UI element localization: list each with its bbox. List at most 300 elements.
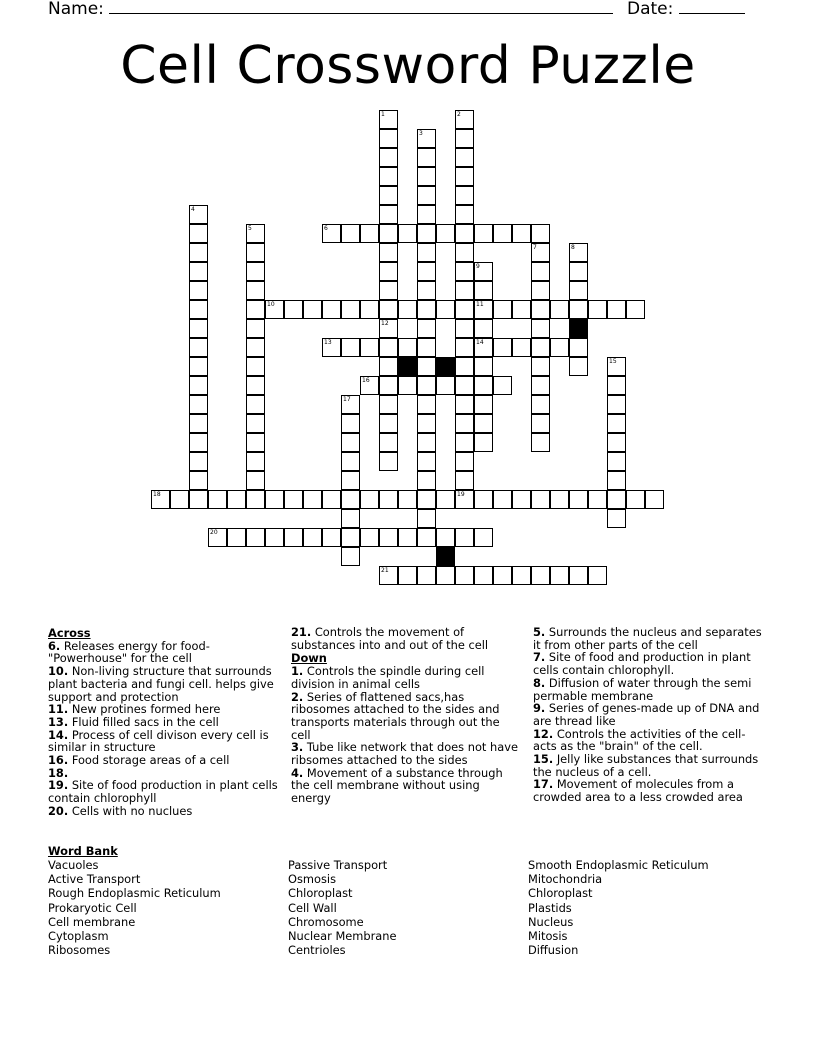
grid-cell[interactable]	[246, 338, 265, 357]
grid-cell[interactable]	[455, 395, 474, 414]
down-heading: Down	[291, 651, 327, 666]
grid-cell[interactable]	[170, 490, 189, 509]
word-bank-item: Prokaryotic Cell	[48, 900, 137, 915]
grid-cell[interactable]	[341, 338, 360, 357]
grid-cell[interactable]	[569, 490, 588, 509]
clue-number: 1.	[291, 664, 304, 679]
clue	[533, 728, 763, 753]
grid-cell[interactable]	[417, 528, 436, 547]
grid-cell[interactable]	[455, 281, 474, 300]
grid-cell[interactable]	[379, 376, 398, 395]
word-bank-item: Chromosome	[288, 914, 364, 929]
grid-cell[interactable]	[531, 262, 550, 281]
clue-number: 12.	[533, 726, 554, 741]
clue-number: 11.	[48, 702, 69, 717]
clue-number: 12	[381, 320, 389, 327]
grid-cell[interactable]	[531, 338, 550, 357]
grid-cell[interactable]	[246, 281, 265, 300]
grid-cell[interactable]	[550, 338, 569, 357]
grid-cell[interactable]	[474, 376, 493, 395]
clue-number: 13	[324, 339, 332, 346]
grid-cell[interactable]	[189, 471, 208, 490]
grid-cell[interactable]	[531, 319, 550, 338]
grid-cell[interactable]	[189, 319, 208, 338]
grid-cell[interactable]	[189, 452, 208, 471]
clue-text: New protines formed here	[71, 702, 221, 717]
grid-cell[interactable]	[398, 300, 417, 319]
grid-cell[interactable]	[246, 243, 265, 262]
grid-cell[interactable]	[455, 566, 474, 585]
grid-cell[interactable]	[341, 509, 360, 528]
grid-cell[interactable]	[455, 471, 474, 490]
grid-cell[interactable]	[474, 262, 493, 281]
grid-cell[interactable]	[379, 414, 398, 433]
grid-cell[interactable]	[569, 338, 588, 357]
grid-cell[interactable]	[607, 471, 626, 490]
grid-cell[interactable]	[417, 186, 436, 205]
grid-cell[interactable]	[417, 490, 436, 509]
word-bank-column-2	[288, 858, 397, 957]
clue-number: 14	[476, 339, 484, 346]
word-bank-item: Osmosis	[288, 872, 336, 887]
grid-cell[interactable]	[417, 566, 436, 585]
grid-cell[interactable]	[379, 224, 398, 243]
grid-cell[interactable]	[379, 338, 398, 357]
clue-number: 14.	[48, 727, 69, 742]
grid-cell[interactable]	[398, 566, 417, 585]
word-bank-item: Cytoplasm	[48, 929, 109, 944]
grid-cell[interactable]	[360, 528, 379, 547]
grid-cell[interactable]	[398, 376, 417, 395]
grid-cell[interactable]	[531, 395, 550, 414]
grid-cell[interactable]	[531, 224, 550, 243]
clue-number: 16.	[48, 753, 69, 768]
grid-cell[interactable]	[493, 224, 512, 243]
grid-cell[interactable]	[417, 224, 436, 243]
grid-cell[interactable]	[531, 243, 550, 262]
grid-cell[interactable]	[322, 490, 341, 509]
grid-cell[interactable]	[512, 566, 531, 585]
grid-cell[interactable]	[436, 566, 455, 585]
grid-cell[interactable]	[569, 243, 588, 262]
grid-cell[interactable]	[284, 490, 303, 509]
grid-cell[interactable]	[303, 490, 322, 509]
grid-cell[interactable]	[284, 528, 303, 547]
grid-cell[interactable]	[398, 224, 417, 243]
grid-cell[interactable]	[417, 243, 436, 262]
grid-cell[interactable]	[379, 395, 398, 414]
grid-cell[interactable]	[379, 490, 398, 509]
grid-cell[interactable]	[569, 300, 588, 319]
grid-cell[interactable]	[645, 490, 664, 509]
grid-cell[interactable]	[455, 414, 474, 433]
clue-number: 11	[476, 301, 484, 308]
grid-cell[interactable]	[531, 433, 550, 452]
clue-number: 20	[210, 529, 218, 536]
clue-text: Surrounds the nucleus and separates it from other parts of the cell	[533, 625, 762, 652]
grid-cell[interactable]	[455, 376, 474, 395]
clue-number: 19.	[48, 778, 69, 793]
grid-cell[interactable]	[531, 414, 550, 433]
grid-cell[interactable]	[265, 490, 284, 509]
clue-text: Diffusion of water through the semi permable membrane	[533, 675, 752, 703]
clue-number: 7.	[533, 650, 546, 665]
grid-cell[interactable]	[227, 528, 246, 547]
grid-cell[interactable]	[531, 300, 550, 319]
grid-cell[interactable]	[436, 224, 455, 243]
grid-cell[interactable]	[588, 490, 607, 509]
grid-cell[interactable]	[550, 490, 569, 509]
grid-cell[interactable]	[379, 262, 398, 281]
grid-cell[interactable]	[379, 566, 398, 585]
grid-cell[interactable]	[189, 243, 208, 262]
grid-cell[interactable]	[246, 528, 265, 547]
grid-cell[interactable]	[455, 243, 474, 262]
grid-cell[interactable]	[531, 357, 550, 376]
grid-cell[interactable]	[474, 224, 493, 243]
grid-cell[interactable]	[189, 338, 208, 357]
block-cell	[569, 319, 588, 338]
grid-cell[interactable]	[626, 300, 645, 319]
grid-cell[interactable]	[512, 490, 531, 509]
grid-cell[interactable]	[436, 490, 455, 509]
grid-cell[interactable]	[322, 528, 341, 547]
grid-cell[interactable]	[569, 281, 588, 300]
clue	[291, 626, 521, 651]
grid-cell[interactable]	[455, 319, 474, 338]
grid-cell[interactable]	[417, 300, 436, 319]
grid-cell[interactable]	[417, 471, 436, 490]
grid-cell[interactable]	[569, 357, 588, 376]
clue	[48, 805, 284, 818]
grid-cell[interactable]	[474, 490, 493, 509]
grid-cell[interactable]	[151, 490, 170, 509]
grid-cell[interactable]	[474, 528, 493, 547]
clue-text: Controls the movement of substances into and out of the cell	[291, 625, 489, 652]
clue	[48, 779, 284, 804]
grid-cell[interactable]	[436, 376, 455, 395]
grid-cell[interactable]	[474, 338, 493, 357]
clue-text: Fluid filled sacs in the cell	[71, 714, 219, 729]
grid-cell[interactable]	[246, 433, 265, 452]
grid-cell[interactable]	[607, 509, 626, 528]
grid-cell[interactable]	[436, 528, 455, 547]
grid-cell[interactable]	[379, 357, 398, 376]
word-bank-item: Active Transport	[48, 872, 141, 887]
clue-number: 18	[153, 491, 161, 498]
clue	[48, 640, 284, 665]
grid-cell[interactable]	[379, 148, 398, 167]
grid-cell[interactable]	[417, 452, 436, 471]
word-bank-item: Mitochondria	[528, 872, 603, 887]
grid-cell[interactable]	[227, 490, 246, 509]
grid-cell[interactable]	[455, 129, 474, 148]
clue	[533, 677, 763, 702]
grid-cell[interactable]	[436, 300, 455, 319]
grid-cell[interactable]	[208, 528, 227, 547]
grid-cell[interactable]	[322, 224, 341, 243]
grid-cell[interactable]	[360, 224, 379, 243]
clue-number: 1	[381, 111, 385, 118]
clue-number: 9.	[533, 701, 546, 716]
grid-cell[interactable]	[246, 262, 265, 281]
clue-number: 17.	[533, 777, 554, 792]
grid-cell[interactable]	[303, 528, 322, 547]
grid-cell[interactable]	[246, 395, 265, 414]
clue	[533, 651, 763, 676]
clue-number: 16	[362, 377, 370, 384]
grid-cell[interactable]	[417, 148, 436, 167]
grid-cell[interactable]	[550, 566, 569, 585]
grid-cell[interactable]	[189, 414, 208, 433]
grid-cell[interactable]	[607, 300, 626, 319]
clue	[291, 767, 521, 805]
grid-cell[interactable]	[246, 490, 265, 509]
clue-text: Food storage areas of a cell	[71, 753, 230, 768]
grid-cell[interactable]	[417, 262, 436, 281]
clue-number: 15	[609, 358, 617, 365]
grid-cell[interactable]	[417, 338, 436, 357]
clues-column-2	[291, 626, 521, 805]
grid-cell[interactable]	[189, 262, 208, 281]
grid-cell[interactable]	[208, 490, 227, 509]
grid-cell[interactable]	[417, 281, 436, 300]
grid-cell[interactable]	[379, 186, 398, 205]
grid-cell[interactable]	[246, 319, 265, 338]
grid-cell[interactable]	[322, 338, 341, 357]
grid-cell[interactable]	[455, 186, 474, 205]
grid-cell[interactable]	[379, 243, 398, 262]
clue	[291, 665, 521, 690]
grid-cell[interactable]	[474, 281, 493, 300]
grid-cell[interactable]	[607, 490, 626, 509]
grid-cell[interactable]	[246, 414, 265, 433]
grid-cell[interactable]	[246, 376, 265, 395]
grid-cell[interactable]	[607, 376, 626, 395]
grid-cell[interactable]	[569, 262, 588, 281]
grid-cell[interactable]	[607, 395, 626, 414]
grid-cell[interactable]	[189, 205, 208, 224]
grid-cell[interactable]	[607, 452, 626, 471]
grid-cell[interactable]	[474, 357, 493, 376]
clue-text: Tube like network that does not have ribsomes attached to the sides	[291, 740, 518, 768]
grid-cell[interactable]	[417, 395, 436, 414]
grid-cell[interactable]	[417, 414, 436, 433]
grid-cell[interactable]	[341, 528, 360, 547]
clue	[48, 665, 284, 703]
name-label: Name:	[48, 0, 104, 19]
grid-cell[interactable]	[284, 300, 303, 319]
grid-cell[interactable]	[265, 528, 284, 547]
grid-cell[interactable]	[607, 433, 626, 452]
grid-cell[interactable]	[588, 300, 607, 319]
across-heading: Across	[48, 626, 91, 640]
grid-cell[interactable]	[493, 566, 512, 585]
clue-text: Series of genes-made up of DNA and are thread like	[533, 701, 760, 728]
grid-cell[interactable]	[189, 376, 208, 395]
grid-cell[interactable]	[360, 300, 379, 319]
grid-cell[interactable]	[474, 566, 493, 585]
grid-cell[interactable]	[417, 509, 436, 528]
grid-cell[interactable]	[512, 300, 531, 319]
clue	[533, 702, 763, 727]
grid-cell[interactable]	[189, 433, 208, 452]
grid-cell[interactable]	[607, 357, 626, 376]
clue-number: 5.	[533, 625, 546, 639]
grid-cell[interactable]	[455, 224, 474, 243]
grid-cell[interactable]	[474, 414, 493, 433]
grid-cell[interactable]	[379, 110, 398, 129]
clue-text: Site of food production in plant cells contain chlorophyll	[48, 778, 278, 806]
grid-cell[interactable]	[341, 547, 360, 566]
grid-cell[interactable]	[455, 300, 474, 319]
grid-cell[interactable]	[455, 262, 474, 281]
clue-text: Cells with no nuclues	[71, 803, 193, 818]
grid-cell[interactable]	[455, 433, 474, 452]
clue-number: 4.	[291, 765, 304, 780]
grid-cell[interactable]	[360, 490, 379, 509]
grid-cell[interactable]	[246, 471, 265, 490]
grid-cell[interactable]	[379, 433, 398, 452]
grid-cell[interactable]	[379, 205, 398, 224]
clue-number: 2	[457, 111, 461, 118]
word-bank-item: Centrioles	[288, 943, 346, 958]
grid-cell[interactable]	[189, 395, 208, 414]
word-bank-column-1	[48, 858, 221, 957]
clues-column-3	[533, 626, 763, 804]
grid-cell[interactable]	[417, 129, 436, 148]
grid-cell[interactable]	[417, 357, 436, 376]
word-bank-item: Cell Wall	[288, 900, 337, 915]
grid-cell[interactable]	[398, 338, 417, 357]
clue-text: Movement of molecules from a crowded area to a less crowded area	[533, 777, 743, 805]
grid-cell[interactable]	[341, 433, 360, 452]
grid-cell[interactable]	[341, 471, 360, 490]
grid-cell[interactable]	[474, 433, 493, 452]
grid-cell[interactable]	[512, 338, 531, 357]
grid-cell[interactable]	[379, 129, 398, 148]
grid-cell[interactable]	[474, 319, 493, 338]
grid-cell[interactable]	[531, 281, 550, 300]
clue-text: Releases energy for food-"Powerhouse" for the cell	[48, 638, 210, 666]
grid-cell[interactable]	[493, 490, 512, 509]
grid-cell[interactable]	[341, 395, 360, 414]
grid-cell[interactable]	[455, 528, 474, 547]
clue-number: 4	[191, 206, 195, 213]
clue-number: 9	[476, 263, 480, 270]
grid-cell[interactable]	[417, 205, 436, 224]
grid-cell[interactable]	[455, 205, 474, 224]
clue-number: 6.	[48, 638, 61, 653]
grid-cell[interactable]	[379, 167, 398, 186]
grid-cell[interactable]	[246, 224, 265, 243]
grid-cell[interactable]	[379, 319, 398, 338]
grid-cell[interactable]	[455, 338, 474, 357]
grid-cell[interactable]	[189, 300, 208, 319]
grid-cell[interactable]	[417, 167, 436, 186]
clue	[533, 626, 763, 651]
grid-cell[interactable]	[569, 566, 588, 585]
grid-cell[interactable]	[626, 490, 645, 509]
grid-cell[interactable]	[341, 452, 360, 471]
grid-cell[interactable]	[417, 433, 436, 452]
word-bank-title: Word Bank	[48, 844, 118, 858]
grid-cell[interactable]	[265, 300, 284, 319]
clue-number: 19	[457, 491, 465, 498]
grid-cell[interactable]	[341, 490, 360, 509]
clue	[533, 778, 763, 803]
page-title: Cell Crossword Puzzle	[120, 36, 696, 96]
grid-cell[interactable]	[417, 376, 436, 395]
grid-cell[interactable]	[379, 281, 398, 300]
clue-number: 17	[343, 396, 351, 403]
clue-text: Movement of a substance through the cell membrane without using energy	[291, 765, 503, 806]
grid-cell[interactable]	[398, 490, 417, 509]
grid-cell[interactable]	[474, 395, 493, 414]
grid-cell[interactable]	[493, 300, 512, 319]
grid-cell[interactable]	[189, 224, 208, 243]
grid-cell[interactable]	[531, 566, 550, 585]
grid-cell[interactable]	[246, 300, 265, 319]
grid-cell[interactable]	[550, 300, 569, 319]
grid-cell[interactable]	[493, 338, 512, 357]
grid-cell[interactable]	[246, 357, 265, 376]
word-bank-item: Nucleus	[528, 914, 574, 929]
grid-cell[interactable]	[360, 338, 379, 357]
grid-cell[interactable]	[379, 528, 398, 547]
grid-cell[interactable]	[341, 300, 360, 319]
grid-cell[interactable]	[607, 414, 626, 433]
grid-cell[interactable]	[455, 110, 474, 129]
grid-cell[interactable]	[474, 300, 493, 319]
clue-number: 7	[533, 244, 537, 251]
word-bank-column-3	[528, 858, 709, 957]
grid-cell[interactable]	[417, 319, 436, 338]
grid-cell[interactable]	[455, 452, 474, 471]
grid-cell[interactable]	[341, 414, 360, 433]
clue-number: 8	[571, 244, 575, 251]
grid-cell[interactable]	[588, 566, 607, 585]
grid-cell[interactable]	[189, 357, 208, 376]
grid-cell[interactable]	[246, 452, 265, 471]
grid-cell[interactable]	[303, 300, 322, 319]
grid-cell[interactable]	[189, 281, 208, 300]
clue-number: 3.	[291, 740, 304, 755]
grid-cell[interactable]	[379, 452, 398, 471]
grid-cell[interactable]	[455, 167, 474, 186]
clue-text: Controls the spindle during cell division in animal cells	[291, 664, 485, 691]
grid-cell[interactable]	[455, 148, 474, 167]
clue-number: 18.	[48, 765, 69, 780]
grid-cell[interactable]	[189, 490, 208, 509]
grid-cell[interactable]	[455, 357, 474, 376]
grid-cell[interactable]	[341, 224, 360, 243]
grid-cell[interactable]	[531, 490, 550, 509]
clue	[48, 754, 284, 767]
grid-cell[interactable]	[531, 376, 550, 395]
clue-number: 10	[267, 301, 275, 308]
clue-number: 21.	[291, 625, 312, 639]
grid-cell[interactable]	[455, 490, 474, 509]
grid-cell[interactable]	[360, 376, 379, 395]
grid-cell[interactable]	[322, 300, 341, 319]
clue-number: 20.	[48, 803, 69, 818]
grid-cell[interactable]	[512, 224, 531, 243]
grid-cell[interactable]	[398, 528, 417, 547]
grid-cell[interactable]	[493, 376, 512, 395]
clue-number: 15.	[533, 752, 554, 767]
grid-cell[interactable]	[379, 300, 398, 319]
